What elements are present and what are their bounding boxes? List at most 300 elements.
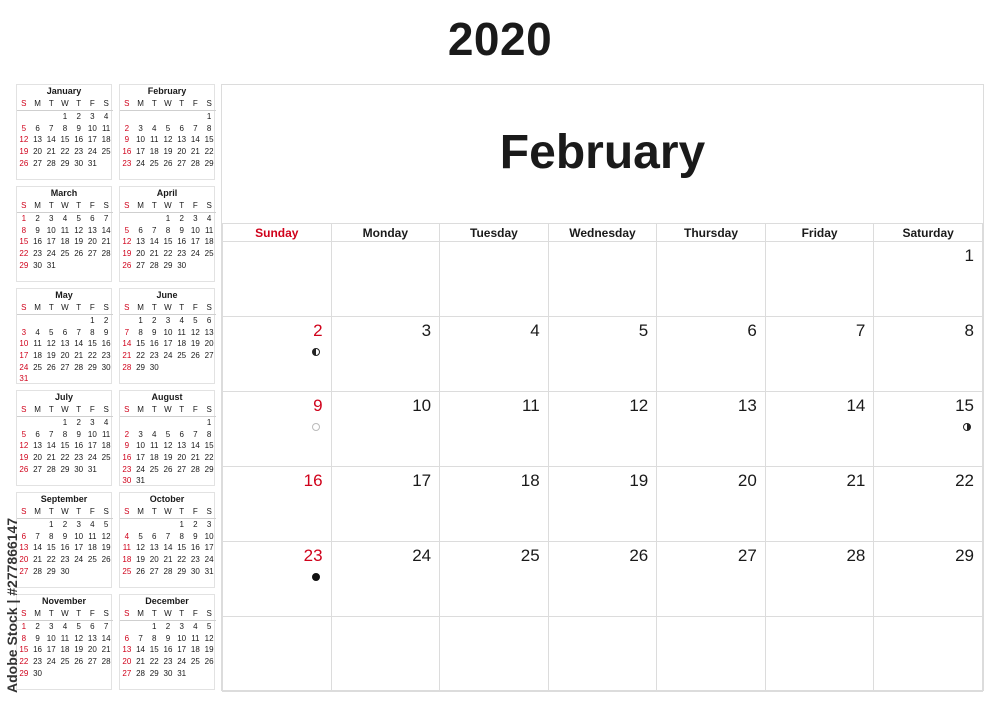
mini-day	[31, 314, 45, 326]
mini-day: 13	[177, 441, 187, 451]
mini-day: 9	[124, 441, 130, 451]
mini-day: 18	[204, 237, 214, 247]
mini-day	[147, 416, 161, 428]
mini-day: 22	[46, 555, 56, 565]
mini-day: 9	[76, 429, 81, 439]
week-row	[223, 467, 983, 542]
week-row	[223, 242, 983, 317]
mini-day: 25	[122, 566, 132, 576]
mini-weekday-label: M	[31, 302, 45, 314]
mini-day: 19	[19, 453, 29, 463]
mini-day	[44, 667, 58, 679]
mini-day: 27	[136, 260, 145, 270]
mini-day	[202, 259, 216, 271]
mini-day: 2	[35, 214, 40, 224]
day-cell	[223, 542, 332, 617]
day-number: 18	[520, 471, 540, 490]
mini-day: 7	[193, 123, 198, 133]
mini-day: 19	[46, 351, 56, 361]
mini-day: 26	[74, 657, 84, 667]
mini-day: 7	[193, 429, 198, 439]
mini-day: 18	[177, 339, 187, 349]
mini-weekday-label: W	[161, 98, 175, 110]
mini-day: 25	[177, 351, 187, 361]
mini-weekday-label: S	[99, 302, 113, 314]
mini-day: 24	[19, 362, 29, 372]
day-cell	[331, 542, 440, 617]
mini-day: 5	[138, 531, 143, 541]
mini-day: 17	[87, 441, 97, 451]
mini-day: 6	[206, 316, 212, 326]
mini-day: 6	[62, 327, 68, 337]
mini-day: 16	[74, 441, 84, 451]
mini-day: 3	[193, 214, 198, 224]
mini-weekday-label: T	[44, 302, 58, 314]
mini-day: 10	[46, 633, 56, 643]
mini-day: 22	[19, 249, 29, 259]
mini-day	[147, 518, 161, 530]
mini-day: 30	[149, 362, 159, 372]
mini-weekday-label: W	[58, 302, 72, 314]
mini-day: 2	[35, 622, 40, 632]
mini-day: 30	[101, 362, 111, 372]
week-row	[223, 617, 983, 692]
mini-day: 24	[46, 657, 56, 667]
mini-day: 9	[152, 327, 157, 337]
day-number: 9	[313, 396, 323, 415]
mini-day: 14	[122, 339, 132, 349]
mini-day: 1	[62, 112, 68, 122]
day-cell	[440, 467, 549, 542]
mini-day	[99, 157, 113, 169]
mini-day	[99, 373, 113, 385]
mini-day: 30	[33, 260, 42, 270]
mini-day: 12	[122, 237, 132, 247]
mini-day	[72, 565, 86, 577]
day-cell	[657, 242, 766, 317]
mini-day: 29	[136, 362, 145, 372]
mini-day: 28	[163, 566, 173, 576]
mini-day: 6	[90, 622, 95, 632]
day-cell	[548, 542, 657, 617]
mini-day	[202, 475, 216, 487]
mini-day: 3	[90, 418, 95, 428]
mini-calendar-june	[119, 288, 215, 384]
mini-day: 10	[136, 135, 145, 145]
mini-day: 20	[19, 555, 29, 565]
mini-day	[134, 620, 148, 632]
mini-day: 22	[204, 453, 214, 463]
mini-calendar-january	[16, 84, 112, 180]
mini-day: 22	[204, 147, 214, 157]
mini-day: 9	[35, 633, 40, 643]
day-cell	[874, 542, 983, 617]
day-cell	[440, 542, 549, 617]
mini-day: 3	[76, 520, 81, 530]
day-cell	[440, 392, 549, 467]
day-cell	[331, 242, 440, 317]
mini-weekday-label: F	[189, 404, 203, 416]
mini-day: 7	[124, 327, 130, 337]
mini-day: 23	[74, 147, 84, 157]
mini-day: 11	[60, 633, 70, 643]
weekday-header-tuesday: Tuesday	[440, 224, 549, 242]
mini-calendar-december	[119, 594, 215, 690]
watermark: Adobe Stock | #277866147	[4, 517, 20, 693]
mini-day: 29	[149, 668, 159, 678]
mini-day: 6	[35, 429, 40, 439]
mini-weekday-label: S	[120, 302, 134, 314]
mini-calendar-february	[119, 84, 215, 180]
mini-month-name: August	[151, 392, 183, 402]
mini-day: 19	[163, 147, 173, 157]
mini-weekday-label: T	[44, 506, 58, 518]
mini-day: 14	[190, 441, 200, 451]
mini-day: 24	[87, 147, 97, 157]
mini-day: 23	[190, 555, 200, 565]
mini-day: 2	[152, 316, 157, 326]
mini-day	[44, 373, 58, 385]
mini-day: 28	[74, 362, 84, 372]
day-number: 1	[964, 246, 974, 265]
mini-day: 1	[206, 112, 212, 122]
mini-weekday-label: T	[72, 506, 86, 518]
mini-day: 16	[74, 135, 84, 145]
mini-day: 26	[190, 351, 200, 361]
mini-day: 4	[103, 418, 109, 428]
mini-calendar-october	[119, 492, 215, 588]
day-cell	[874, 617, 983, 692]
day-cell	[548, 392, 657, 467]
day-number: 26	[629, 546, 649, 565]
mini-day	[202, 361, 216, 373]
mini-day: 25	[87, 555, 97, 565]
mini-day: 13	[149, 543, 159, 553]
mini-weekday-label: F	[189, 506, 203, 518]
mini-day: 19	[190, 339, 200, 349]
mini-day: 11	[88, 531, 97, 541]
mini-day: 25	[149, 158, 159, 168]
mini-day: 28	[46, 464, 56, 474]
mini-day: 21	[136, 657, 145, 667]
mini-day: 7	[49, 123, 54, 133]
weekday-header-saturday: Saturday	[874, 224, 983, 242]
mini-day: 27	[149, 566, 159, 576]
mini-day: 15	[19, 645, 29, 655]
mini-day: 31	[204, 566, 214, 576]
mini-day: 20	[204, 339, 214, 349]
day-number: 23	[303, 546, 323, 565]
mini-day: 23	[122, 158, 132, 168]
day-cell	[223, 467, 332, 542]
mini-day	[189, 667, 203, 679]
day-cell	[765, 242, 874, 317]
day-cell	[765, 542, 874, 617]
mini-day: 20	[149, 555, 159, 565]
mini-day: 6	[152, 531, 157, 541]
mini-weekday-label: S	[202, 608, 216, 620]
mini-day: 20	[122, 657, 132, 667]
mini-month-name: February	[147, 86, 187, 96]
mini-day	[58, 373, 72, 385]
mini-day	[120, 518, 134, 530]
mini-day: 1	[179, 520, 184, 530]
mini-weekday-label: S	[17, 302, 31, 314]
mini-day: 23	[177, 249, 187, 259]
mini-day: 2	[76, 418, 81, 428]
mini-day: 25	[101, 147, 111, 157]
mini-day	[99, 565, 113, 577]
mini-day: 7	[49, 429, 54, 439]
mini-weekday-label: S	[17, 200, 31, 212]
mini-weekday-label: M	[31, 608, 45, 620]
mini-day: 11	[150, 135, 159, 145]
mini-day	[99, 259, 113, 271]
mini-day: 26	[122, 260, 132, 270]
mini-day: 25	[204, 249, 214, 259]
mini-day: 7	[35, 531, 40, 541]
mini-day: 2	[124, 429, 130, 439]
mini-day: 1	[152, 622, 157, 632]
mini-day: 3	[165, 316, 171, 326]
mini-day	[161, 518, 175, 530]
new-moon-icon	[312, 573, 320, 581]
mini-day: 12	[74, 225, 84, 235]
mini-weekday-label: S	[99, 98, 113, 110]
mini-day	[120, 314, 134, 326]
mini-weekday-label: T	[72, 200, 86, 212]
first-quarter-icon	[312, 348, 320, 356]
mini-day: 5	[76, 622, 81, 632]
mini-day: 12	[19, 441, 29, 451]
mini-weekday-label: F	[86, 608, 100, 620]
mini-weekday-label: T	[147, 200, 161, 212]
mini-day: 18	[60, 237, 70, 247]
mini-day: 30	[74, 464, 84, 474]
mini-day: 29	[87, 362, 97, 372]
mini-month-name: May	[55, 290, 73, 300]
mini-day: 11	[191, 633, 200, 643]
mini-day: 13	[204, 327, 214, 337]
mini-day	[134, 212, 148, 224]
mini-weekday-label: S	[99, 404, 113, 416]
mini-day: 23	[122, 464, 132, 474]
mini-weekday-label: F	[86, 302, 100, 314]
mini-day: 13	[33, 135, 42, 145]
mini-weekday-label: S	[17, 608, 31, 620]
mini-day: 10	[204, 531, 214, 541]
mini-weekday-label: F	[189, 98, 203, 110]
mini-weekday-label: T	[175, 404, 189, 416]
mini-month-name: January	[46, 86, 82, 96]
mini-weekday-label: W	[161, 608, 175, 620]
day-number: 22	[955, 471, 974, 490]
mini-day: 14	[101, 225, 111, 235]
mini-day: 18	[101, 441, 111, 451]
mini-day: 12	[136, 543, 145, 553]
mini-day	[189, 416, 203, 428]
mini-day: 24	[74, 555, 84, 565]
mini-day: 25	[33, 362, 42, 372]
mini-weekday-label: W	[58, 506, 72, 518]
mini-day: 16	[33, 645, 42, 655]
day-cell	[548, 467, 657, 542]
mini-weekday-label: F	[189, 200, 203, 212]
day-cell	[440, 317, 549, 392]
mini-day: 17	[190, 237, 200, 247]
day-cell	[874, 317, 983, 392]
mini-day: 22	[87, 351, 97, 361]
mini-day: 24	[177, 657, 187, 667]
mini-day: 28	[46, 158, 56, 168]
mini-weekday-label: M	[31, 506, 45, 518]
mini-weekday-label: T	[175, 506, 189, 518]
mini-day: 10	[87, 429, 97, 439]
mini-day: 2	[76, 112, 81, 122]
mini-day: 29	[204, 158, 214, 168]
mini-day: 15	[204, 135, 214, 145]
mini-day: 8	[138, 327, 143, 337]
mini-day: 16	[163, 645, 173, 655]
day-number: 7	[855, 321, 866, 340]
mini-day: 20	[87, 237, 97, 247]
day-cell	[331, 617, 440, 692]
mini-day: 23	[149, 351, 159, 361]
week-row	[223, 542, 983, 617]
mini-weekday-label: T	[175, 608, 189, 620]
mini-day: 14	[46, 135, 56, 145]
mini-weekday-label: S	[120, 608, 134, 620]
mini-day: 14	[74, 339, 84, 349]
day-cell	[548, 317, 657, 392]
mini-day: 22	[163, 249, 173, 259]
mini-day: 13	[122, 645, 132, 655]
mini-day: 4	[62, 214, 68, 224]
mini-day	[31, 110, 45, 122]
mini-day: 29	[177, 566, 187, 576]
mini-day: 3	[138, 429, 143, 439]
mini-weekday-label: W	[58, 200, 72, 212]
mini-day: 5	[193, 316, 198, 326]
mini-weekday-label: W	[161, 200, 175, 212]
mini-day: 17	[177, 645, 187, 655]
mini-day: 25	[190, 657, 200, 667]
day-cell	[657, 617, 766, 692]
mini-day: 10	[87, 123, 97, 133]
mini-weekday-label: T	[44, 404, 58, 416]
mini-day: 30	[163, 668, 173, 678]
mini-day: 19	[74, 237, 84, 247]
mini-day	[86, 373, 100, 385]
mini-day: 19	[136, 555, 145, 565]
mini-weekday-label: W	[58, 404, 72, 416]
day-number: 28	[846, 546, 866, 565]
mini-day: 17	[87, 135, 97, 145]
day-cell	[223, 392, 332, 467]
mini-day: 5	[124, 225, 130, 235]
mini-day	[99, 463, 113, 475]
mini-day: 14	[136, 645, 145, 655]
day-number: 13	[737, 396, 757, 415]
mini-day: 4	[90, 520, 95, 530]
mini-weekday-label: S	[17, 404, 31, 416]
mini-day: 6	[90, 214, 95, 224]
mini-day: 17	[74, 543, 84, 553]
day-number: 20	[737, 471, 757, 490]
mini-day	[161, 110, 175, 122]
mini-day: 16	[122, 147, 132, 157]
day-number: 15	[955, 396, 974, 415]
day-cell	[331, 317, 440, 392]
mini-day: 3	[21, 327, 27, 337]
mini-day: 16	[60, 543, 70, 553]
mini-day: 15	[60, 135, 70, 145]
mini-day	[120, 212, 134, 224]
mini-day: 2	[103, 316, 109, 326]
mini-weekday-label: F	[86, 506, 100, 518]
mini-day: 30	[177, 260, 187, 270]
mini-day	[175, 361, 189, 373]
mini-day: 23	[33, 249, 42, 259]
weekday-header-thursday: Thursday	[657, 224, 766, 242]
mini-day: 25	[149, 464, 159, 474]
mini-day: 17	[136, 147, 145, 157]
mini-day: 4	[62, 622, 68, 632]
mini-day: 10	[46, 225, 56, 235]
mini-day	[161, 416, 175, 428]
mini-day: 23	[33, 657, 42, 667]
mini-day: 26	[136, 566, 145, 576]
mini-day	[120, 110, 134, 122]
mini-day: 19	[101, 543, 111, 553]
mini-day: 15	[19, 237, 29, 247]
mini-day: 7	[152, 225, 157, 235]
mini-day: 21	[122, 351, 132, 361]
mini-day: 6	[179, 123, 184, 133]
mini-day	[86, 667, 100, 679]
mini-day	[189, 361, 203, 373]
mini-day: 14	[101, 633, 111, 643]
day-cell	[548, 617, 657, 692]
mini-day: 15	[60, 441, 70, 451]
day-number: 29	[955, 546, 974, 565]
mini-weekday-label: M	[31, 404, 45, 416]
mini-calendar-march	[16, 186, 112, 282]
mini-day: 31	[87, 158, 97, 168]
mini-day: 7	[165, 531, 171, 541]
mini-day: 7	[103, 622, 109, 632]
mini-day: 20	[60, 351, 70, 361]
mini-day: 12	[101, 531, 111, 541]
mini-weekday-label: M	[31, 98, 45, 110]
mini-day: 20	[136, 249, 145, 259]
mini-weekday-label: T	[72, 404, 86, 416]
mini-day: 1	[21, 214, 27, 224]
mini-day: 31	[177, 668, 187, 678]
mini-day: 12	[46, 339, 56, 349]
mini-day: 26	[74, 249, 84, 259]
day-number: 6	[747, 321, 757, 340]
mini-weekday-label: T	[175, 98, 189, 110]
mini-day: 1	[62, 418, 68, 428]
mini-day: 18	[87, 543, 97, 553]
year-title: 2020	[447, 13, 553, 65]
mini-day: 4	[179, 316, 184, 326]
mini-day: 15	[149, 645, 159, 655]
mini-day: 27	[33, 158, 42, 168]
month-grid	[222, 223, 983, 692]
mini-weekday-label: M	[134, 200, 148, 212]
